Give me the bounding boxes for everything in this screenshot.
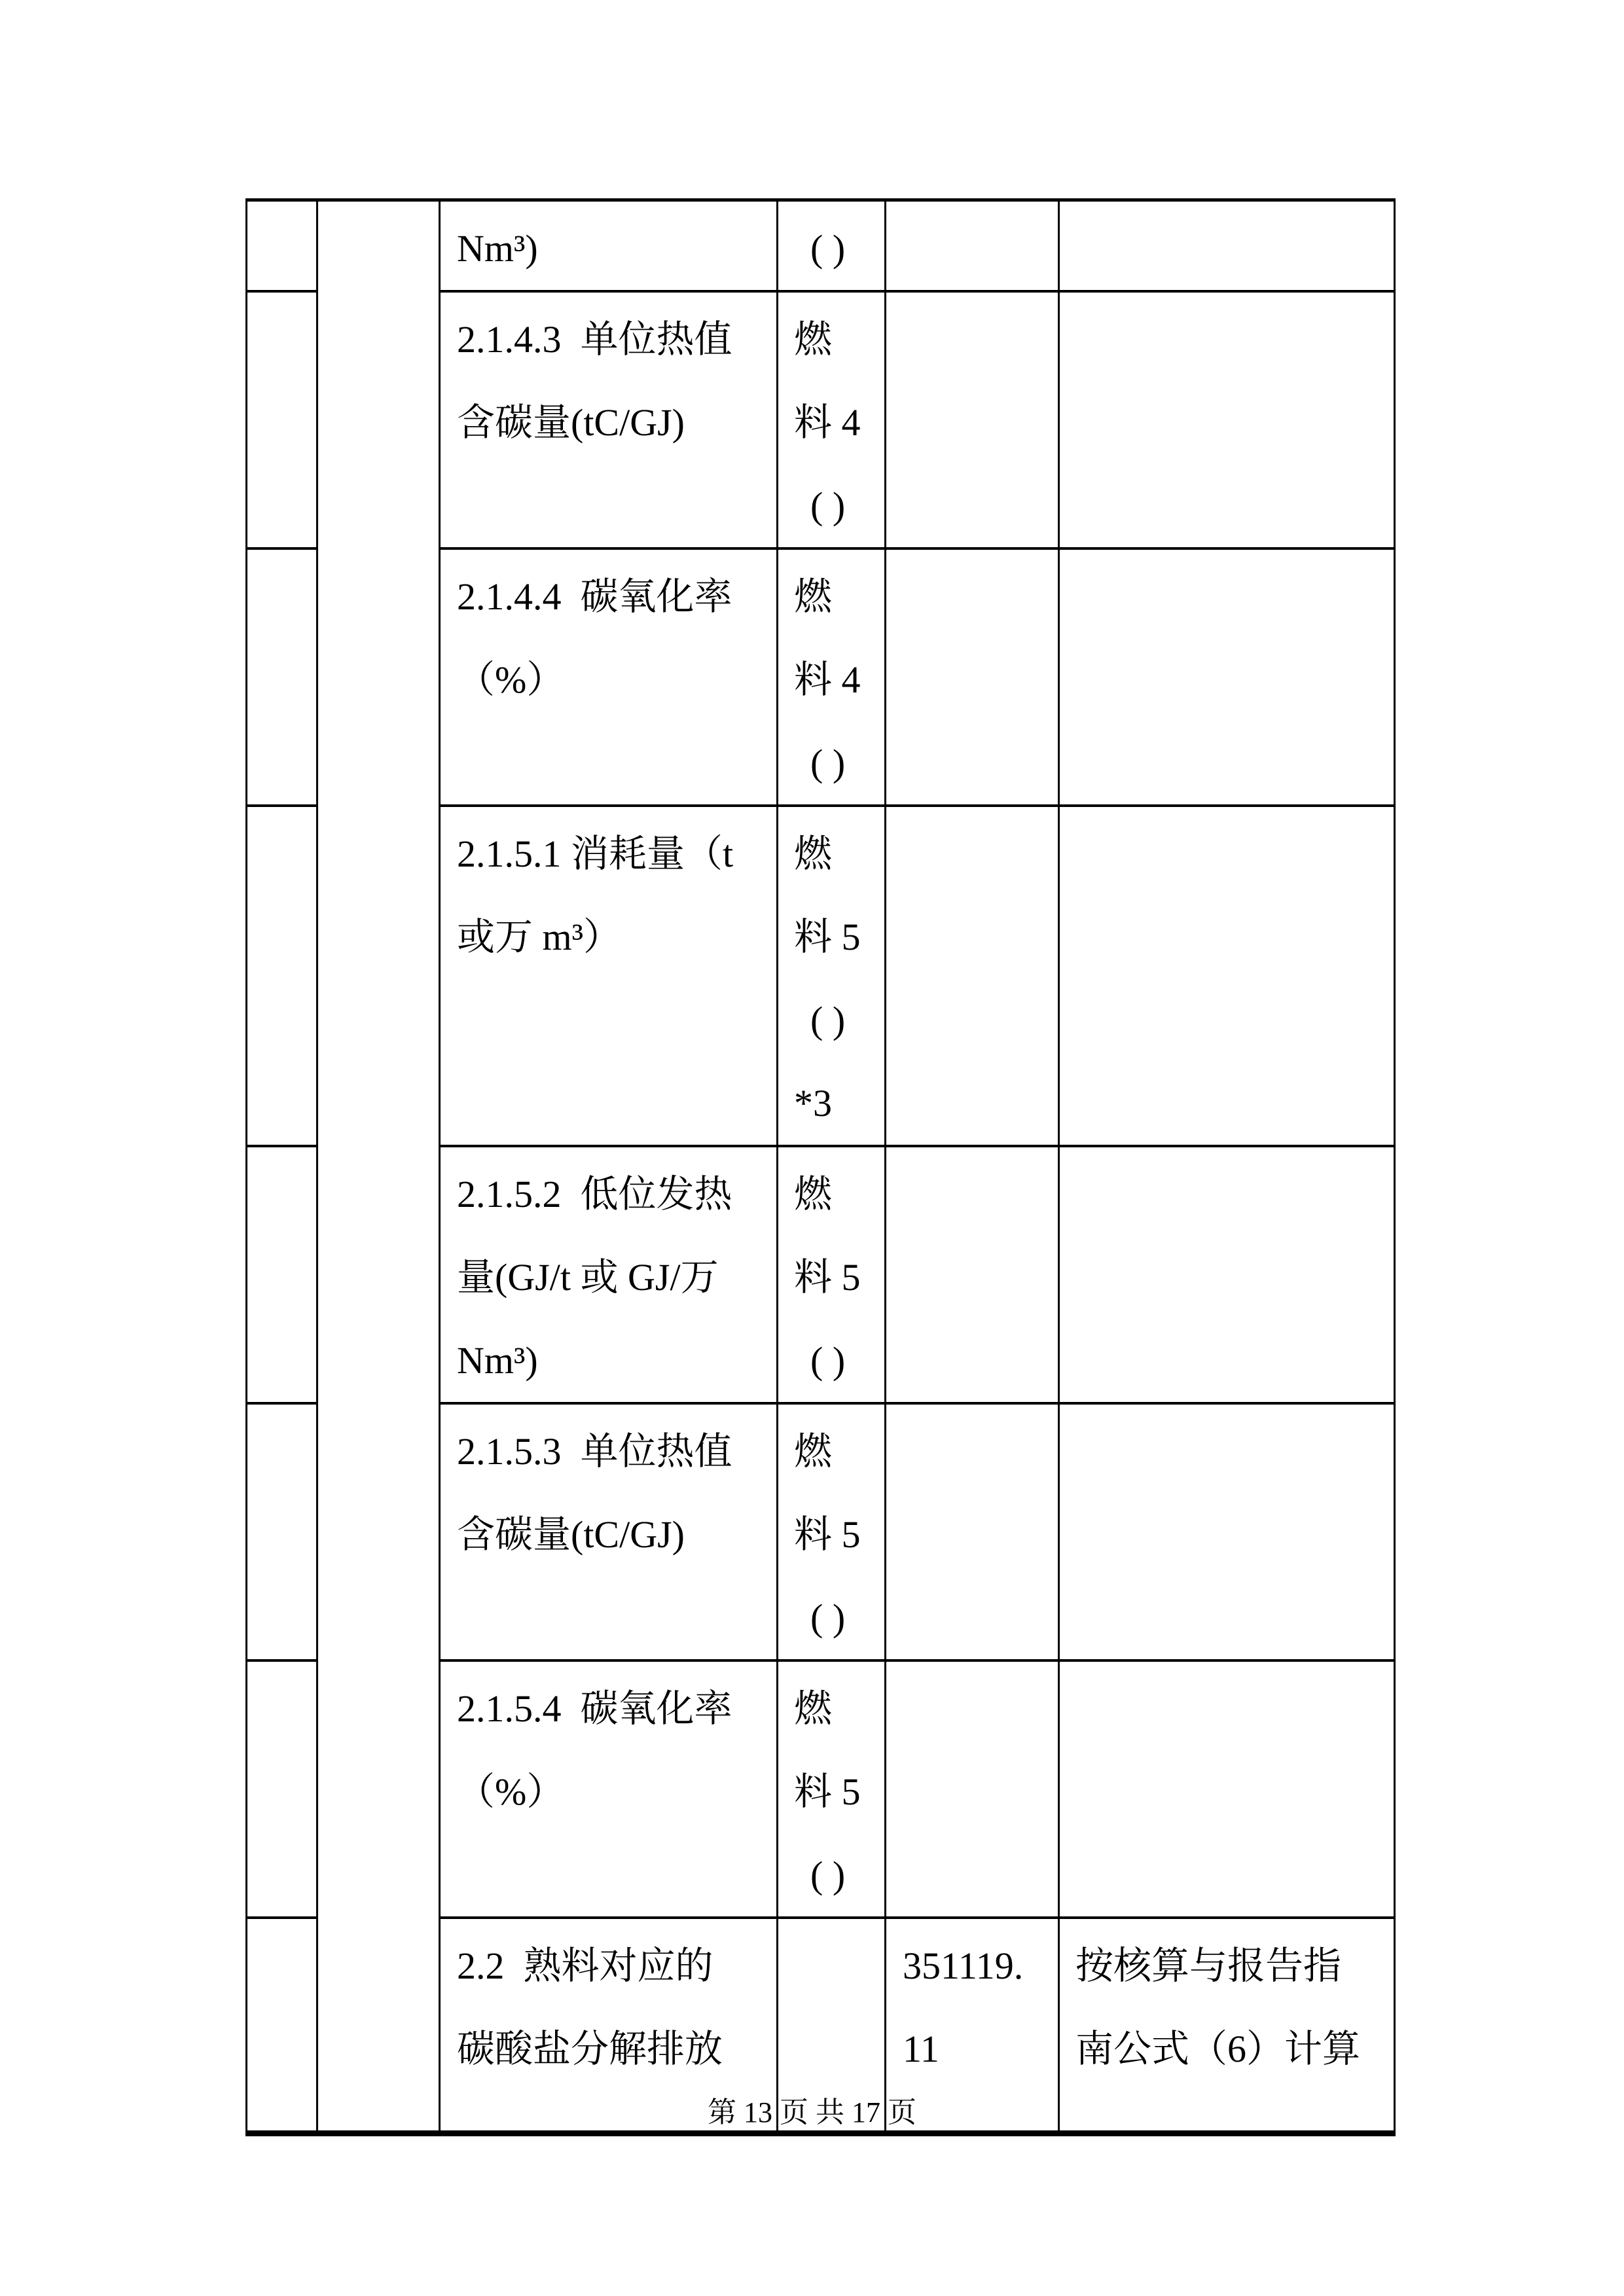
cell-note: [1059, 1146, 1395, 1403]
cell-line: 2.1.5.3 单位热值: [457, 1430, 732, 1473]
cell-note: [1059, 806, 1395, 1146]
cell-line: 燃: [794, 1687, 833, 1730]
cell-line: 料 5: [794, 916, 861, 958]
cell-parameter: [440, 1403, 778, 1660]
cell-line: ( ): [810, 742, 846, 784]
cell-note: [1059, 548, 1395, 806]
cell-line: 按核算与报告指: [1075, 1945, 1342, 1987]
cell-fuel: [778, 1146, 886, 1403]
cell-line: 2.1.5.1 消耗量（t: [457, 833, 734, 875]
cell-line: 2.2 熟料对应的: [457, 1945, 713, 1987]
cell-value: [886, 200, 1059, 292]
cell-line: 量(GJ/t 或 GJ/万: [457, 1256, 719, 1299]
cell-line: 料 5: [794, 1256, 861, 1299]
cell-note: [1059, 1403, 1395, 1660]
cell-line: 燃: [794, 1173, 833, 1215]
cell-line: 料 4: [794, 658, 861, 701]
cell-line: Nm³): [457, 227, 538, 270]
cell-parameter: [440, 291, 778, 548]
cell-fuel: [778, 548, 886, 806]
cell-spanner: [317, 200, 440, 2134]
cell-empty: [247, 1146, 317, 1403]
cell-line: ( ): [810, 1596, 846, 1639]
cell-line: （%）: [457, 658, 565, 701]
cell-fuel: [778, 806, 886, 1146]
cell-empty: [247, 1403, 317, 1660]
cell-parameter: [440, 1146, 778, 1403]
cell-line: *3: [794, 1082, 832, 1124]
cell-line: ( ): [810, 484, 846, 527]
cell-parameter: [440, 200, 778, 292]
cell-fuel: [778, 291, 886, 548]
data-table: [245, 198, 1396, 2136]
cell-line: 碳酸盐分解排放: [457, 2028, 723, 2070]
cell-empty: [247, 1660, 317, 1918]
cell-line: 燃: [794, 1430, 833, 1473]
cell-fuel: [778, 200, 886, 292]
cell-empty: [247, 200, 317, 292]
cell-line: ( ): [810, 1339, 846, 1382]
cell-value: [886, 806, 1059, 1146]
cell-line: 燃: [794, 833, 833, 875]
cell-value: [886, 1146, 1059, 1403]
cell-value: [886, 1403, 1059, 1660]
cell-fuel: [778, 1403, 886, 1660]
cell-line: 料 5: [794, 1770, 861, 1813]
cell-line: 11: [903, 2028, 939, 2070]
cell-line: 燃: [794, 318, 833, 361]
cell-note: [1059, 291, 1395, 548]
cell-line: 351119.: [903, 1945, 1024, 1987]
table-row: [247, 200, 1395, 292]
cell-empty: [247, 291, 317, 548]
cell-line: （%）: [457, 1770, 565, 1813]
cell-parameter: [440, 548, 778, 806]
cell-line: 料 4: [794, 401, 861, 444]
page-footer: 第 13 页 共 17 页: [708, 2096, 916, 2128]
cell-value: [886, 291, 1059, 548]
cell-line: 2.1.5.4 碳氧化率: [457, 1687, 732, 1730]
cell-fuel: [778, 1660, 886, 1918]
cell-note: [1059, 200, 1395, 292]
cell-line: 含碳量(tC/GJ): [457, 401, 685, 444]
cell-note: [1059, 1660, 1395, 1918]
cell-line: 2.1.4.3 单位热值: [457, 318, 732, 361]
cell-line: 2.1.4.4 碳氧化率: [457, 575, 732, 618]
cell-value: [886, 548, 1059, 806]
cell-parameter: [440, 1660, 778, 1918]
cell-line: 燃: [794, 575, 833, 618]
cell-line: ( ): [810, 999, 846, 1041]
cell-line: ( ): [810, 1854, 846, 1896]
cell-line: 或万 m³）: [457, 916, 622, 958]
cell-empty: [247, 806, 317, 1146]
cell-line: Nm³): [457, 1339, 538, 1382]
cell-value: [886, 1660, 1059, 1918]
cell-line: 南公式（6）计算: [1075, 2028, 1361, 2070]
cell-line: 含碳量(tC/GJ): [457, 1513, 685, 1556]
cell-empty: [247, 548, 317, 806]
cell-parameter: [440, 806, 778, 1146]
cell-line: ( ): [810, 227, 846, 270]
cell-line: 料 5: [794, 1513, 861, 1556]
cell-line: 2.1.5.2 低位发热: [457, 1173, 732, 1215]
